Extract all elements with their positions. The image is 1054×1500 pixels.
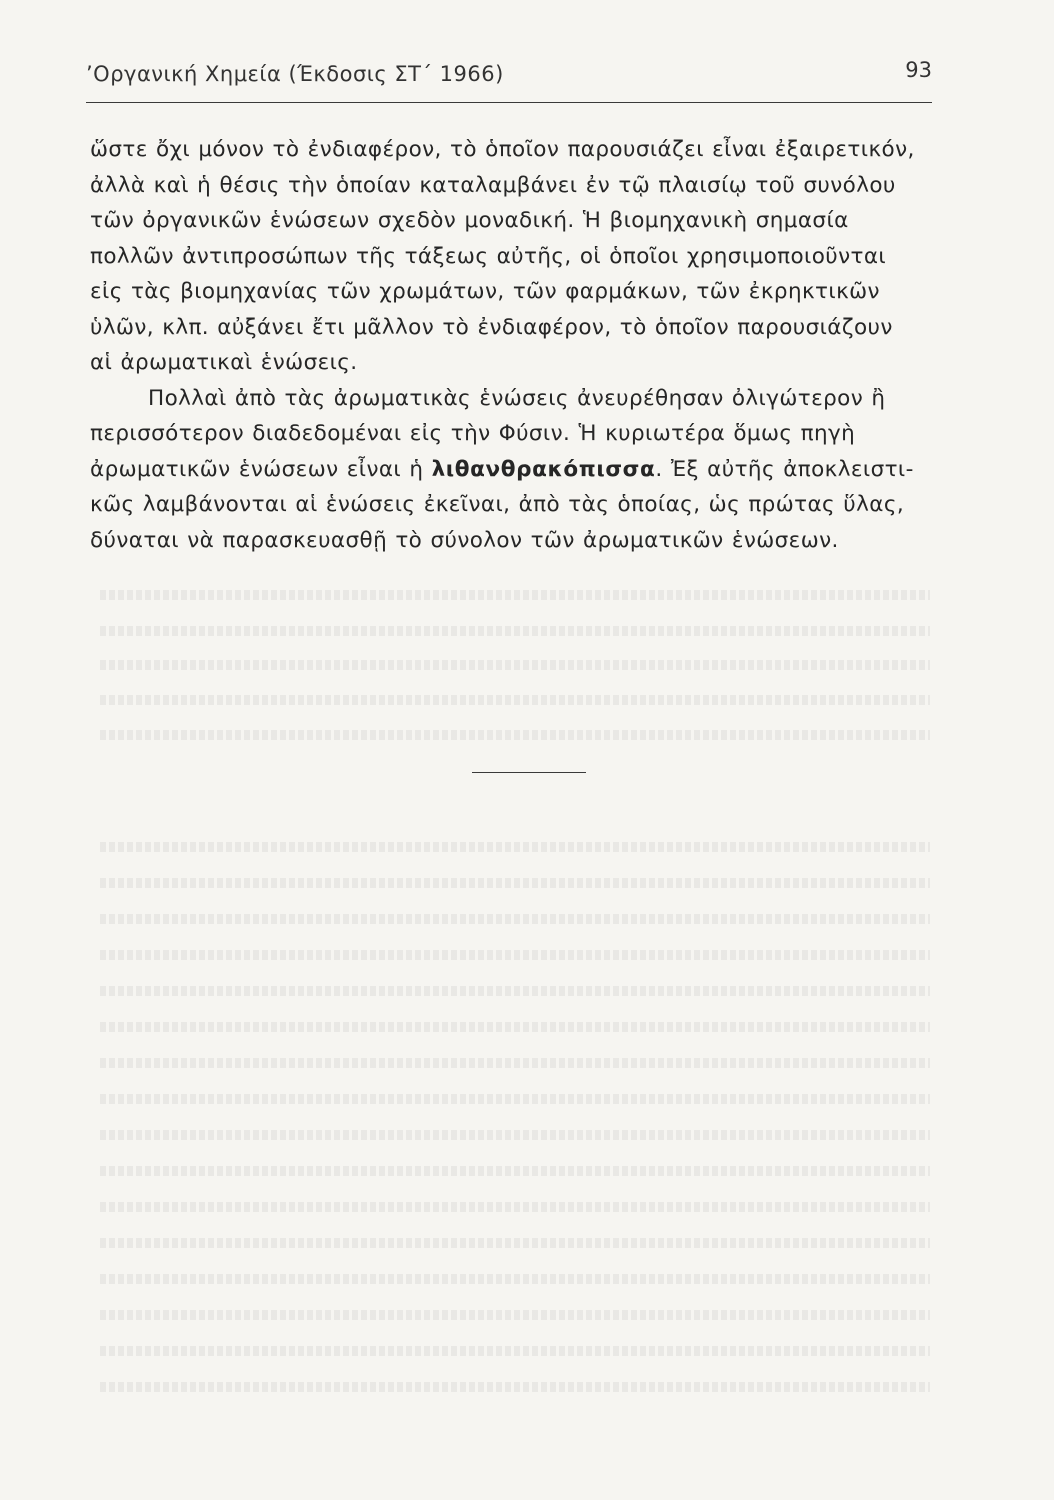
bleed-through-line [100,1346,930,1356]
text-line: εἰς τὰς βιομηχανίας τῶν χρωμάτων, τῶν φαρμάκων, τῶν ἐκρηκτικῶν [90,279,880,304]
bleed-through-line [100,1310,930,1320]
running-title: ’Οργανική Χημεία (Έκδοσις ΣΤ΄ 1966) [86,62,504,86]
bleed-through-line [100,842,930,852]
section-separator [472,772,586,773]
bleed-through-line [100,1130,930,1140]
text-line: περισσότερον διαδεδομέναι εἰς τὴν Φύσιν. Ἡ κυριωτέρα ὅμως πηγὴ [90,421,856,446]
text-line: κῶς λαμβάνονται αἱ ἑνώσεις ἐκεῖναι, ἀπὸ τὰς ὁποίας, ὡς πρώτας ὕλας, [90,492,905,517]
bleed-through-line [100,1166,930,1176]
text-line: αἱ ἀρωματικαὶ ἑνώσεις. [90,350,358,375]
bleed-through-line [100,1274,930,1284]
bleed-through-line [100,950,930,960]
bleed-through-line [100,1382,930,1392]
bleed-through-line [100,730,930,740]
emphasized-term: λιθανθρακόπισσα [431,456,656,482]
text-line: ὥστε ὄχι μόνον τὸ ἐνδιαφέρον, τὸ ὁποῖον παρουσιάζει εἶναι ἐξαιρετικόν, [90,137,915,162]
bleed-through-line [100,660,930,670]
text-fragment: ἀρωματικῶν ἑνώσεων εἶναι ἡ [90,456,432,482]
bleed-through-line [100,1094,930,1104]
text-line: πολλῶν ἀντιπροσώπων τῆς τάξεως αὐτῆς, οἱ ὁποῖοι χρησιμοποιοῦνται [90,243,887,269]
paragraph-2 [90,381,932,559]
paragraph-1 [90,132,932,381]
text-line: τῶν ὀργανικῶν ἑνώσεων σχεδὸν μοναδική. Ἡ βιομηχανικὴ σημασία [90,208,849,233]
text-line [90,452,932,488]
text-line: ἀλλὰ καὶ ἡ θέσις τὴν ὁποίαν καταλαμβάνει ἐν τῷ πλαισίῳ τοῦ συνόλου [90,172,896,198]
bleed-through-line [100,1058,930,1068]
bleed-through-line [100,1022,930,1032]
running-header [86,58,932,103]
bleed-through-line [100,695,930,705]
bleed-through-line [100,986,930,996]
body-text [90,132,932,558]
text-fragment: . Ἐξ αὐτῆς ἀποκλειστι- [655,456,914,482]
bleed-through-line [100,1202,930,1212]
text-line: δύναται νὰ παρασκευασθῇ τὸ σύνολον τῶν ἀρωματικῶν ἑνώσεων. [90,527,839,553]
bleed-through-line [100,914,930,924]
bleed-through-line [100,590,930,600]
bleed-through-line [100,1238,930,1248]
text-line: Πολλαὶ ἀπὸ τὰς ἀρωματικὰς ἑνώσεις ἀνευρέθησαν ὀλιγώτερον ἢ [148,385,886,411]
text-line: ὑλῶν, κλπ. αὐξάνει ἔτι μᾶλλον τὸ ἐνδιαφέρον, τὸ ὁποῖον παρουσιάζουν [90,314,893,340]
bleed-through-line [100,626,930,636]
bleed-through-line [100,878,930,888]
page-number: 93 [905,58,932,82]
